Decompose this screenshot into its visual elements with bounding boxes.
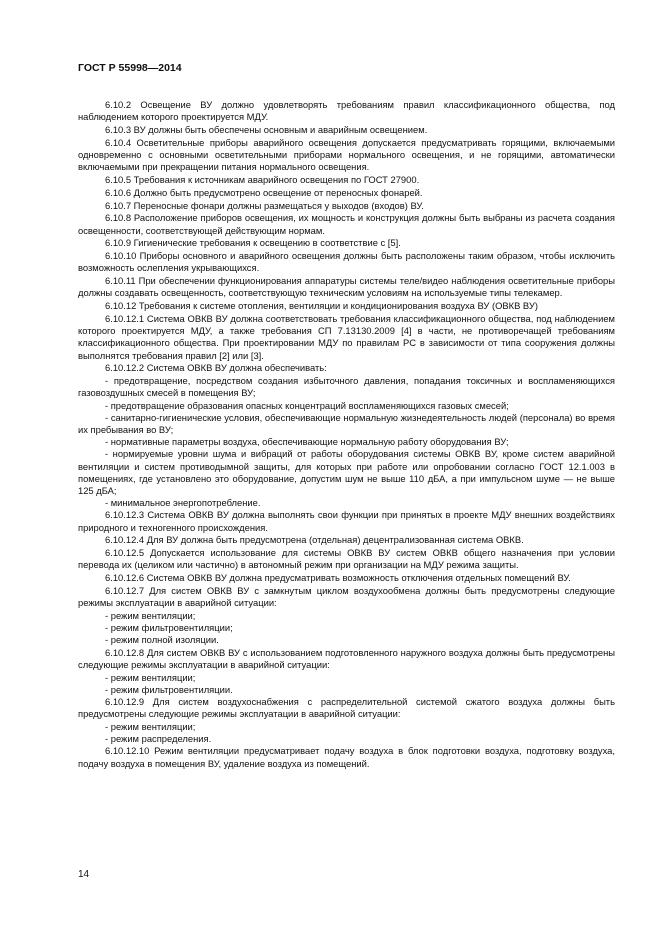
paragraph: 6.10.3 ВУ должны быть обеспечены основным и аварийным освещением.: [105, 124, 428, 135]
paragraph: 6.10.10 Приборы основного и аварийного освещения должны быть расположены таким образом, чтобы исключить возможность ослепления укрывающихся.: [78, 250, 615, 274]
list-item: - режим распределения.: [105, 733, 212, 745]
paragraph: 6.10.5 Требования к источникам аварийного освещения по ГОСТ 27900.: [105, 174, 420, 185]
paragraph: 6.10.12.1 Система ОВКВ ВУ должна соответствовать требования классификационного общества, под наблюдением которого проектируется МДУ, а также требования СП 7.13130.2009 [4] в части, не противоречащей требованиям классификационного общества. При проектировании МДУ по правилам РС в зависимости от типа сооружения должны выполнятся требования правил [2] или [3].: [78, 312, 615, 361]
list-item: - режим фильтровентиляции.: [105, 683, 233, 695]
paragraph: 6.10.12.6 Система ОВКВ ВУ должна предусматривать возможность отключения отдельных помещений ВУ.: [105, 572, 571, 584]
list-item: - нормативные параметры воздуха, обеспечивающие нормальную работу оборудования ВУ;: [105, 436, 509, 448]
list-item: - санитарно-гигиенические условия, обеспечивающие нормальную жизнедеятельность людей (персонала) во время их пребывания во ВУ;: [78, 411, 615, 435]
paragraph: 6.10.12.8 Для систем ОВКВ ВУ с использованием подготовленного наружного воздуха должны быть предусмотрены следующие режимы эксплуатации в аварийной ситуации:: [78, 646, 615, 670]
paragraph: 6.10.7 Переносные фонари должны размещаться у выходов (входов) ВУ.: [105, 199, 424, 211]
list-item: - режим вентиляции;: [105, 671, 196, 683]
list-item: - нормируемые уровни шума и вибраций от работы оборудования системы ОВКВ ВУ, кроме систем аварийной вентиляции и систем противодымной защиты, для которых при работе или опробовании согласно ГОСТ 12.1.003 в помещениях, где установлено это оборудование, допустим шум не выше 110 дБА, а при импульсном шуме — не выше 125 дБА;: [78, 448, 615, 497]
paragraph: 6.10.4 Осветительные приборы аварийного освещения допускается предусматривать горящими, включаемыми одновременно с основными осветительными приборами нормального освещения, и не горящими, автоматически включаемыми при прекращении питания нормального освещения.: [78, 136, 615, 173]
paragraph: 6.10.12.10 Режим вентиляции предусматривает подачу воздуха в блок подготовки воздуха, подготовку воздуха, подачу воздуха в помещения ВУ, удаление воздуха из помещений.: [78, 745, 615, 769]
paragraph: 6.10.12.5 Допускается использование для системы ОВКВ ВУ систем ОВКВ общего назначения при условии перевода их (целиком или частично) в автономный режим при организации на МДУ режима защиты.: [78, 547, 615, 571]
paragraph: 6.10.12.3 Система ОВКВ ВУ должна выполнять свои функции при принятых в проекте МДУ внешних воздействиях природного и техногенного происхождения.: [78, 509, 615, 533]
list-item: - режим вентиляции;: [105, 721, 196, 733]
page-number: 14: [78, 869, 90, 880]
paragraph: 6.10.12.2 Система ОВКВ ВУ должна обеспечивать:: [105, 362, 327, 374]
paragraph: 6.10.12 Требования к системе отопления, вентиляции и кондиционирования воздуха ВУ (ОВКВ ВУ): [105, 300, 538, 312]
list-item: - режим фильтровентиляции;: [105, 622, 233, 634]
document-header: ГОСТ Р 55998—2014: [78, 62, 182, 74]
paragraph: 6.10.6 Должно быть предусмотрено освещение от переносных фонарей.: [105, 186, 423, 198]
list-item: - предотвращение образования опасных концентраций воспламеняющихся газовых смесей;: [105, 399, 509, 411]
document-body: [78, 99, 615, 770]
paragraph: 6.10.8 Расположение приборов освещения, их мощность и конструкция должны быть выбраны из расчета создания освещенности, соответствующей действующим нормам.: [78, 212, 615, 236]
list-item: - предотвращение, посредством создания избыточного давления, попадания токсичных и воспламеняющихся газовоздушных смесей в помещения ВУ;: [78, 375, 615, 399]
list-item: - режим вентиляции;: [105, 610, 196, 622]
paragraph: 6.10.11 При обеспечении функционирования аппаратуры системы теле/видео наблюдения осветительные приборы должны создавать освещенность, соответствующую техническим условиям на используемые типы телекамер.: [78, 275, 615, 299]
paragraph: 6.10.2 Освещение ВУ должно удовлетворять требованиям правил классификационного общества, под наблюдением которого проектируется МДУ.: [78, 99, 615, 123]
paragraph: 6.10.12.7 Для систем ОВКВ ВУ с замкнутым циклом воздухообмена должны быть предусмотрены следующие режимы эксплуатации в аварийной ситуации:: [78, 585, 615, 609]
paragraph: 6.10.12.4 Для ВУ должна быть предусмотрена (отдельная) децентрализованная система ОВКВ.: [105, 534, 524, 546]
list-item: - минимальное энергопотребление.: [105, 497, 261, 509]
list-item: - режим полной изоляции.: [105, 634, 219, 646]
paragraph: 6.10.12.9 Для систем воздухоснабжения с распределительной системой сжатого воздуха должны быть предусмотрены следующие режимы эксплуатации в аварийной ситуации:: [78, 696, 615, 720]
paragraph: 6.10.9 Гигиенические требования к освещению в соответствие с [5].: [105, 237, 401, 249]
